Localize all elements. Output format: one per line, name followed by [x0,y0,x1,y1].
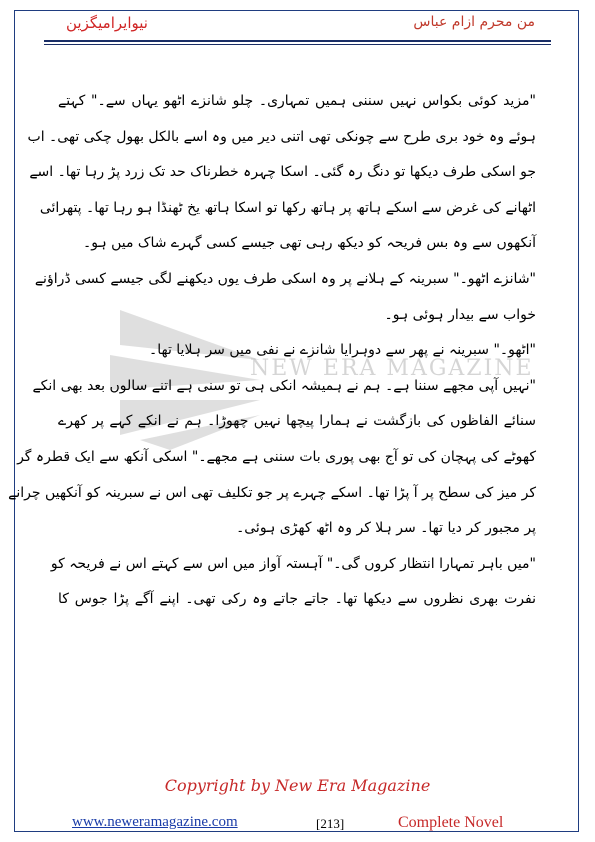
header-rule-thin [44,44,551,45]
paragraph-line: آنکھوں سے وہ بس فریحہ کو دیکھ رہی تھی جیسے کسی گہرے شاک میں ہو۔ [83,235,536,252]
paragraph-line: "نہیں آپی مجھے سننا ہے۔ ہم نے ہمیشہ انکی ہی تو سنی ہے اتنے سالوں بعد بھی انکے [32,377,536,394]
watermark-text: NEW ERA MAGAZINE [250,356,534,381]
paragraph-line: "اٹھو۔" سبرینہ نے پھر سے دوہرایا شانزے نے نفی میں سر ہلایا تھا۔ [149,342,536,359]
paragraph-line: "مزید کوئی بکواس نہیں سننی ہمیں تمہاری۔ چلو شانزے اٹھو یہاں سے۔" کہتے [58,93,536,109]
paragraph-line: سنائے الفاظوں کی بازگشت نے ہمارا پیچھا نہیں چھوڑا۔ ہم نے انکے کہے پر کھرے [58,413,536,430]
paragraph-line: نفرت بھری نظروں سے دیکھا تھا۔ جاتے جاتے وہ رکی تھی۔ اپنے آگے پڑا جوس کا [58,591,536,608]
header-rule [44,40,551,42]
paragraph-line: خواب سے بیدار ہوئی ہو۔ [384,306,536,323]
novel-title: من محرم ازام عباس [413,14,535,30]
paragraph-line: کر میز کی سطح پر آ پڑا تھا۔ اسکے چہرے پر جو تکلیف تھی اس نے سبرینہ کو آنکھیں چرانے [8,484,536,501]
magazine-name: نیوایرامیگزین [66,14,148,32]
paragraph-line: پر مجبور کر دیا تھا۔ سر ہلا کر وہ اٹھ کھڑی ہوئی۔ [236,520,536,537]
article-body [8,84,536,618]
page-number: [213] [316,816,345,831]
paragraph-line: ہوئے وہ خود بری طرح سے چونکی تھی اتنی دیر میں وہ اسے بالکل بھول چکی تھی۔ اب [27,128,536,145]
copyright-notice: Copyright by New Era Magazine [164,776,431,795]
paragraph-line: اٹھانے کی غرض سے اسکے ہاتھ پر ہاتھ رکھا تو اسکا ہاتھ یخ ٹھنڈا ہو رہا تھا۔ پتھرائی [39,199,536,216]
novel-type-label: Complete Novel [398,814,504,831]
paragraph-line: کھوٹے کی پہچان کی تو آج بھی پوری بات سننی ہے مجھے۔" اسکی آنکھ سے ایک قطرہ گر [17,448,536,465]
paragraph-line: "میں باہر تمہارا انتظار کروں گی۔" آہستہ آواز میں اس سے کہتے اس نے فریحہ کو [50,555,536,572]
website-link[interactable]: www.neweramagazine.com [72,814,238,830]
paragraph-line: "شانزے اٹھو۔" سبرینہ کے ہلانے پر وہ اسکی طرف یوں دیکھنے لگی جیسے کسی ڈراؤنے [34,270,536,287]
paragraph-line: جو اسکی طرف دیکھا تو دنگ رہ گئی۔ اسکا چہرہ خطرناک حد تک زرد پڑ رہا تھا۔ اسے [29,164,536,181]
